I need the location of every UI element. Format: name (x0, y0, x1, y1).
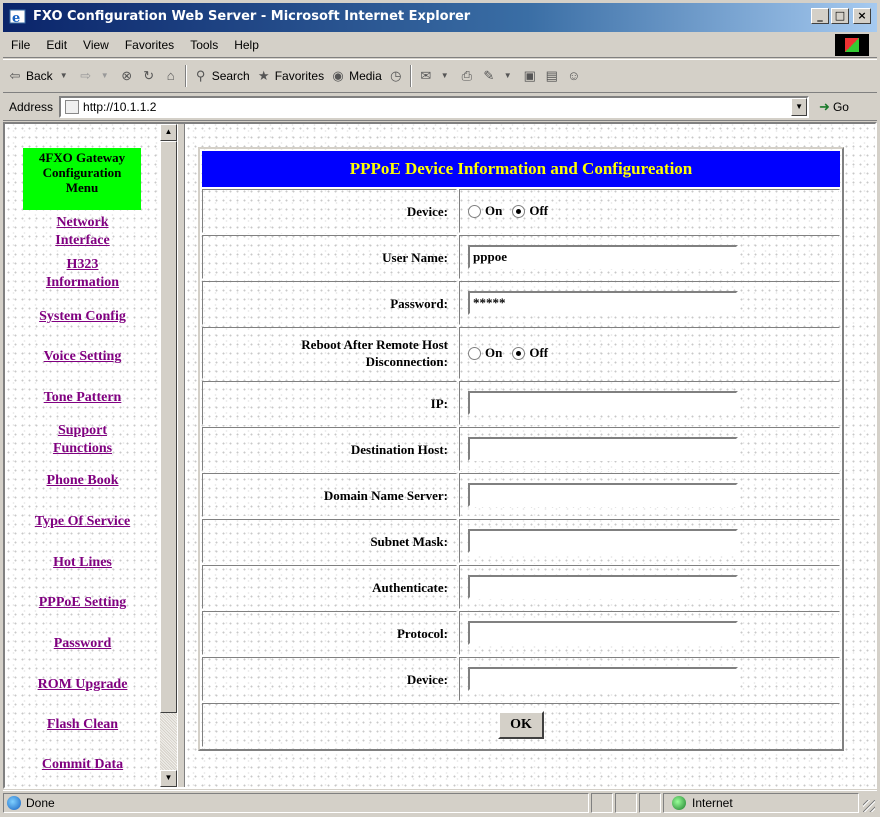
config-row-device (202, 189, 840, 233)
menu-help[interactable]: Help (234, 37, 259, 52)
research-button[interactable] (544, 68, 560, 84)
nav-flash-clean[interactable]: Flash Clean (46, 717, 119, 732)
page-icon (65, 100, 79, 114)
messenger-button[interactable] (566, 68, 582, 84)
address-dropdown-icon[interactable]: ▼ (791, 98, 807, 116)
destination-host-input[interactable] (468, 437, 738, 461)
left-menu-frame (5, 124, 160, 787)
mail-button[interactable] (418, 68, 453, 84)
field-label: Destination Host: (202, 427, 457, 471)
reboot-radio-group (468, 345, 554, 361)
menu-file[interactable]: File (11, 37, 31, 52)
field-label: Reboot After Remote Host Disconnection: (202, 327, 457, 379)
media-icon: ◉ (332, 68, 344, 83)
window-title: FXO Configuration Web Server - Microsoft Internet Explorer (33, 9, 471, 24)
research-icon: ▤ (545, 68, 558, 83)
toolbar-separator (410, 65, 412, 87)
minimize-button[interactable]: _ (811, 8, 829, 24)
field-label: IP: (202, 381, 457, 425)
internet-globe-icon (672, 796, 686, 810)
title-bar (0, 0, 880, 32)
scroll-thumb[interactable] (160, 141, 177, 713)
forward-arrow-icon: ⇨ (80, 68, 92, 83)
authenticate-input[interactable] (468, 575, 738, 599)
address-bar (3, 93, 877, 121)
config-row-protocol (202, 611, 840, 655)
favorites-button[interactable]: ★ Favorites (256, 68, 324, 84)
address-label: Address (9, 99, 54, 114)
field-label: Protocol: (202, 611, 457, 655)
print-button[interactable] (459, 68, 475, 84)
windows-logo-icon (835, 34, 869, 56)
nav-type-of-service[interactable]: Type Of Service (34, 514, 131, 529)
device-input[interactable] (468, 667, 738, 691)
chevron-down-icon: ▼ (100, 71, 109, 80)
config-title: PPPoE Device Information and Configureation (202, 151, 840, 187)
address-url: http://10.1.1.2 (83, 99, 157, 114)
config-row-password (202, 281, 840, 325)
config-row-reboot (202, 327, 840, 379)
ok-button[interactable]: OK (498, 711, 544, 739)
device-on-radio[interactable] (468, 205, 481, 218)
history-button[interactable] (388, 68, 404, 84)
field-label: User Name: (202, 235, 457, 279)
security-zone (663, 793, 859, 813)
sidebar-title: 4FXO Gateway Configuration Menu (23, 148, 141, 210)
menu-view[interactable]: View (83, 37, 109, 52)
edit-icon: ✎ (483, 68, 495, 83)
chevron-down-icon: ▼ (59, 71, 68, 80)
menu-favorites[interactable]: Favorites (124, 37, 175, 52)
refresh-button[interactable] (141, 68, 157, 84)
config-row-dns (202, 473, 840, 517)
radio-label: On (485, 203, 503, 218)
go-button[interactable]: ➜ Go (819, 98, 849, 114)
status-cell (615, 793, 637, 813)
discuss-button[interactable] (522, 68, 538, 84)
nav-rom-upgrade[interactable]: ROM Upgrade (37, 677, 128, 692)
status-bar (3, 790, 877, 814)
nav-hot-lines[interactable]: Hot Lines (53, 555, 112, 570)
reboot-on-radio[interactable] (468, 347, 481, 360)
config-row-ip (202, 381, 840, 425)
config-footer (202, 703, 840, 747)
menu-tools[interactable]: Tools (190, 37, 219, 52)
dns-input[interactable] (468, 483, 738, 507)
user-name-input[interactable]: pppoe (468, 245, 738, 269)
mail-icon: ✉ (420, 68, 432, 83)
menu-edit[interactable]: Edit (46, 37, 68, 52)
protocol-input[interactable] (468, 621, 738, 645)
page-done-icon (7, 796, 21, 810)
field-label: Password: (202, 281, 457, 325)
status-cell (591, 793, 613, 813)
address-input[interactable] (59, 96, 809, 118)
chevron-down-icon: ▼ (440, 71, 449, 80)
status-text-panel (3, 793, 589, 813)
radio-label: Off (529, 345, 549, 360)
status-cell (639, 793, 661, 813)
nav-password[interactable]: Password (53, 636, 112, 651)
home-icon: ⌂ (166, 68, 175, 83)
maximize-button[interactable]: □ (831, 8, 849, 24)
close-button[interactable]: × (853, 8, 871, 24)
nav-system-config[interactable]: System Config (39, 309, 126, 324)
resize-grip-icon[interactable] (863, 800, 875, 812)
ip-input[interactable] (468, 391, 738, 415)
media-button[interactable]: ◉ Media (330, 68, 382, 84)
back-arrow-icon: ⇦ (9, 68, 21, 83)
svg-text:e: e (12, 11, 21, 26)
internet-explorer-icon (9, 8, 27, 26)
toolbar (3, 59, 877, 93)
password-input[interactable]: ***** (468, 291, 738, 315)
config-row-authenticate (202, 565, 840, 609)
field-label: Authenticate: (202, 565, 457, 609)
pppoe-config-table (198, 147, 844, 751)
scroll-up-icon[interactable]: ▲ (160, 124, 177, 141)
edit-button[interactable] (481, 68, 516, 84)
print-icon: ⎙ (461, 68, 472, 83)
field-label: Subnet Mask: (202, 519, 457, 563)
nav-h323-information[interactable]: H323 Information (45, 257, 120, 290)
forward-button[interactable] (78, 68, 113, 84)
home-button[interactable] (163, 68, 179, 84)
back-button[interactable]: ⇦ Back ▼ (7, 68, 72, 84)
nav-commit-data[interactable]: Commit Data (41, 757, 124, 772)
toolbar-separator (185, 65, 187, 87)
field-label: Device: (202, 189, 457, 233)
search-button[interactable]: ⚲ Search (193, 68, 250, 84)
refresh-icon: ↻ (143, 68, 155, 83)
nav-support-functions[interactable]: Support Functions (52, 423, 113, 456)
browser-content (3, 122, 877, 789)
status-text: Done (26, 795, 55, 810)
nav-phone-book[interactable]: Phone Book (46, 473, 119, 488)
subnet-mask-input[interactable] (468, 529, 738, 553)
config-row-destination-host (202, 427, 840, 471)
chevron-down-icon: ▼ (503, 71, 512, 80)
history-icon: ◷ (390, 68, 402, 83)
config-row-user-name (202, 235, 840, 279)
scroll-down-icon[interactable]: ▼ (160, 770, 177, 787)
zone-label: Internet (692, 795, 733, 810)
field-label: Domain Name Server: (202, 473, 457, 517)
left-frame-scrollbar[interactable] (160, 124, 177, 787)
stop-icon: ⊗ (121, 68, 133, 83)
menu-bar (3, 32, 877, 58)
frame-divider[interactable] (177, 124, 185, 787)
config-row-subnet-mask (202, 519, 840, 563)
stop-button[interactable] (119, 68, 135, 84)
config-row-device-text (202, 657, 840, 701)
discuss-icon: ▣ (523, 68, 536, 83)
nav-tone-pattern[interactable]: Tone Pattern (43, 390, 122, 405)
favorites-icon: ★ (257, 68, 270, 83)
nav-voice-setting[interactable]: Voice Setting (43, 349, 122, 364)
reboot-off-radio[interactable] (512, 347, 525, 360)
device-off-radio[interactable] (512, 205, 525, 218)
messenger-icon: ☺ (567, 68, 581, 83)
nav-network-interface[interactable]: Network Interface (55, 215, 110, 248)
radio-label: Off (529, 203, 549, 218)
right-content-frame (185, 124, 875, 787)
radio-label: On (485, 345, 503, 360)
field-label: Device: (202, 657, 457, 701)
go-arrow-icon: ➜ (819, 98, 830, 114)
search-icon: ⚲ (195, 68, 206, 83)
device-radio-group (468, 203, 554, 219)
nav-pppoe-setting[interactable]: PPPoE Setting (38, 595, 127, 610)
